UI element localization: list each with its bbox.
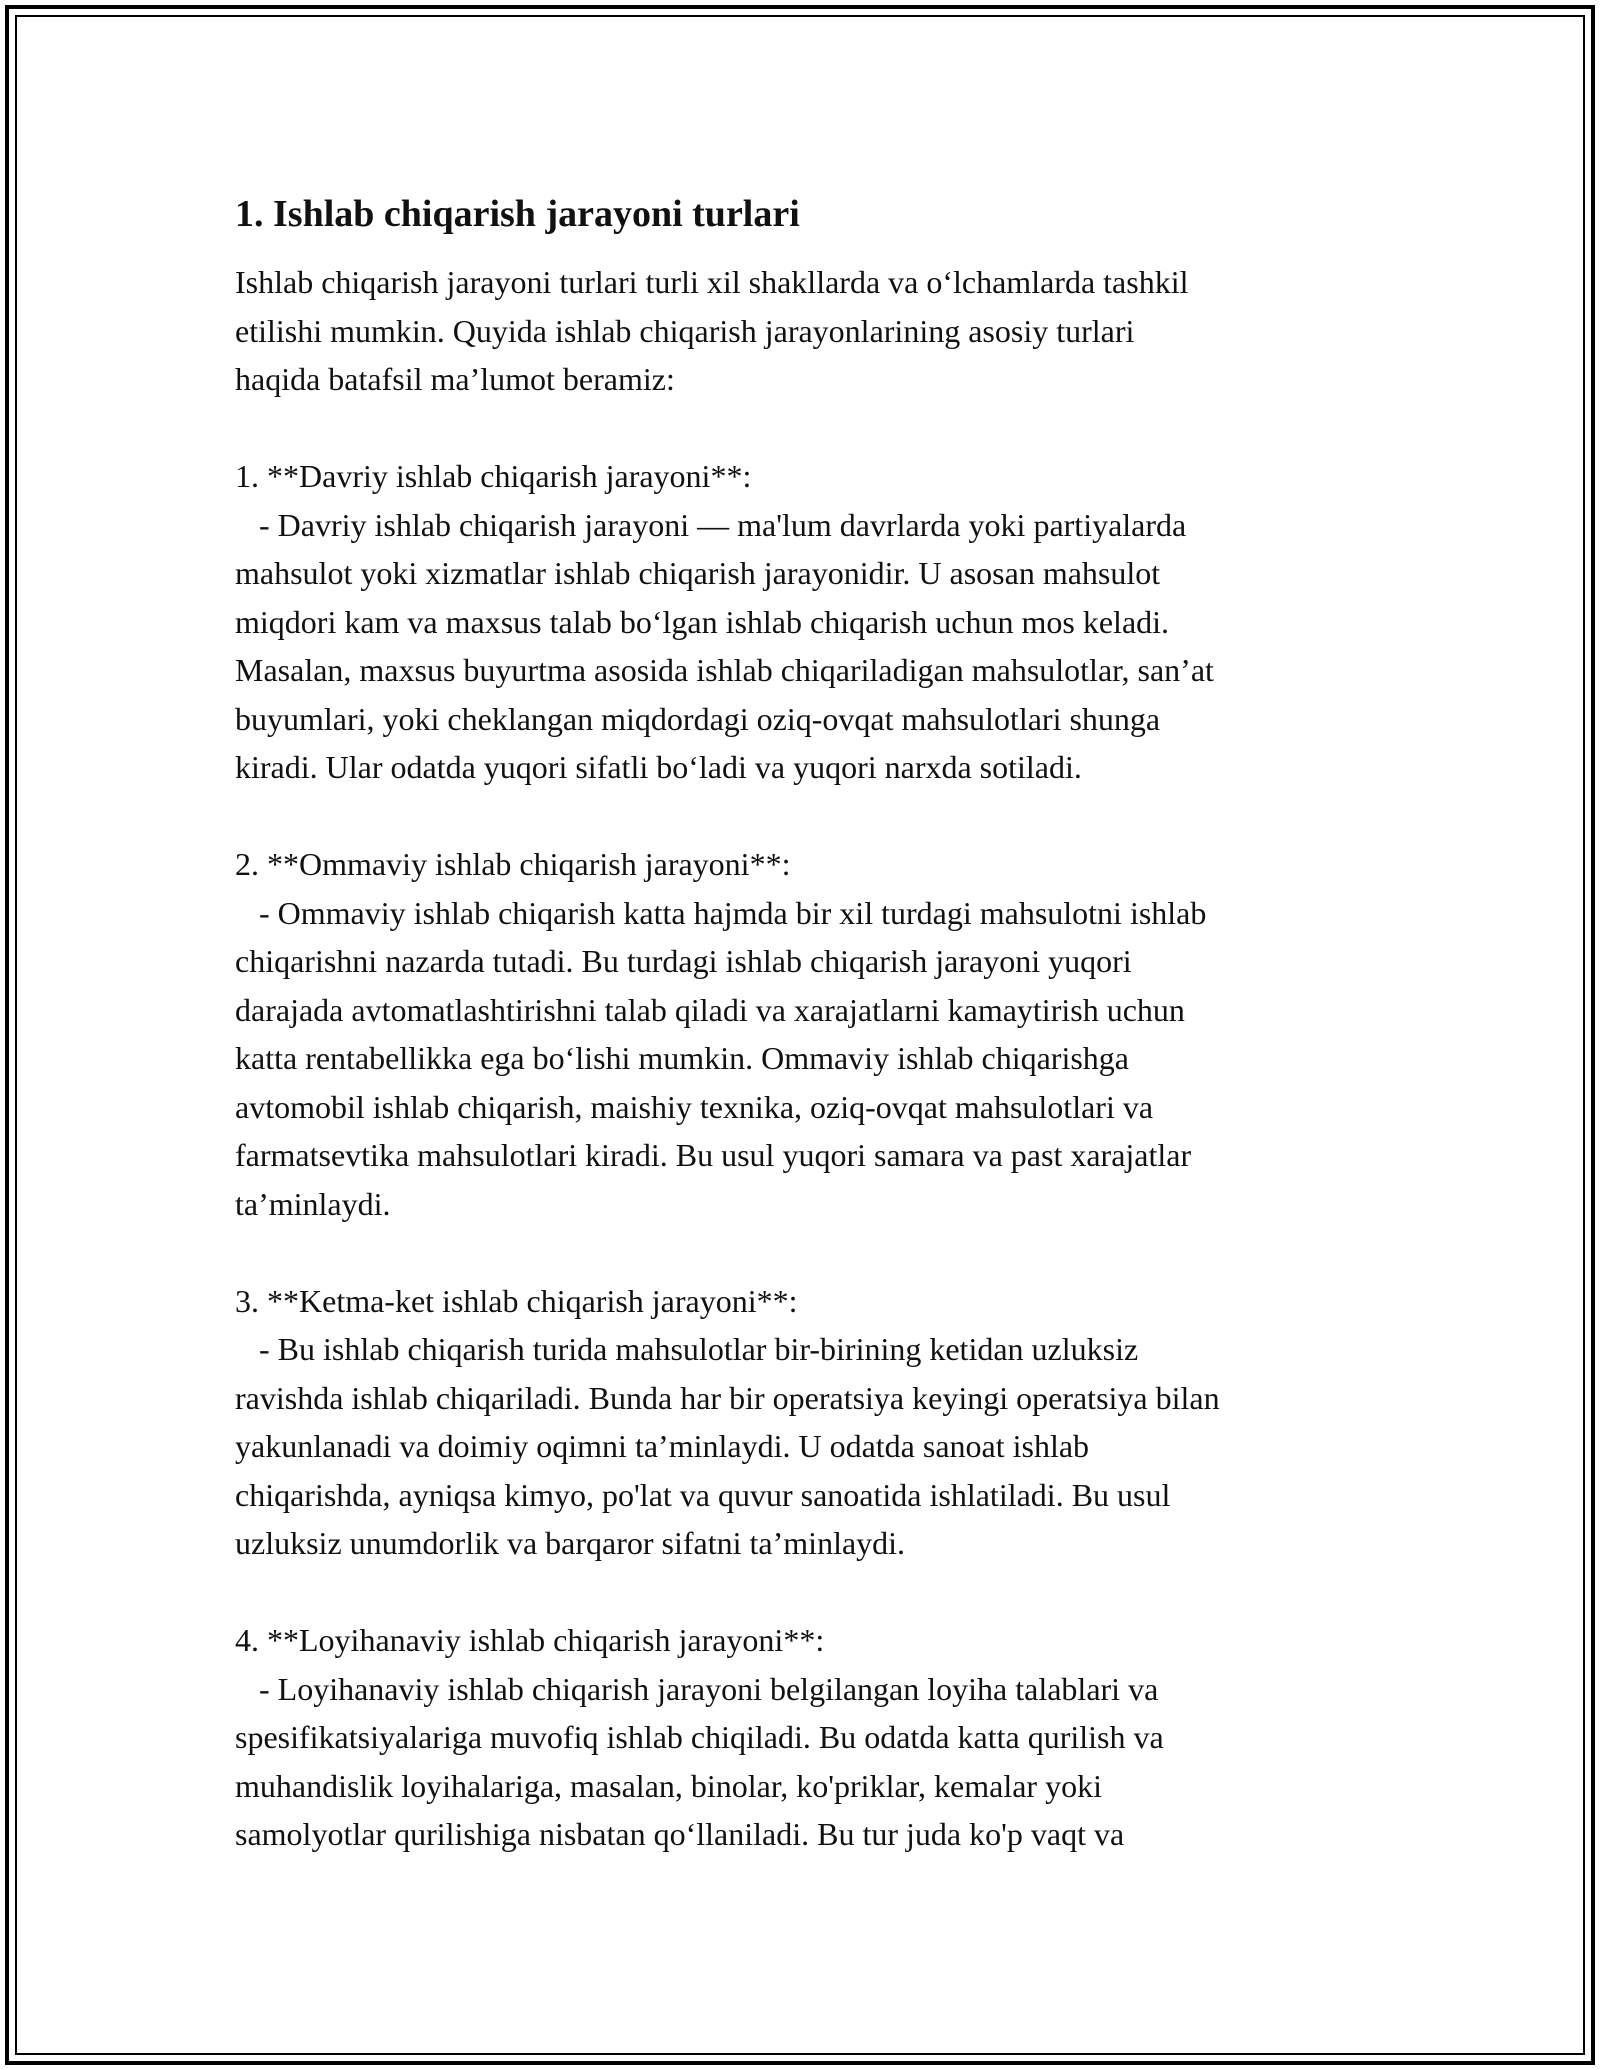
list-item-body: - Ommaviy ishlab chiqarish katta hajmda bir xil turdagi mahsulotni ishlab chiqarishni nazarda tutadi. Bu turdagi ishlab chiqarish jarayoni yuqori darajada avtomatlashtirishni talab qiladi va xarajatlarni kamaytirish uchun katta rentabellikka ega bo‘lishi mumkin. Ommaviy ishlab chiqarishga avtomobil ishlab chiqarish, maishiy texnika, oziq-ovqat mahsulotlari va farmatsevtika mahsulotlari kiradi. Bu usul yuqori samara va past xarajatlar ta’minlaydi. — [235, 894, 1207, 1222]
list-item-body: - Davriy ishlab chiqarish jarayoni — ma'lum davrlarda yoki partiyalarda mahsulot yoki xizmatlar ishlab chiqarish jarayonidir. U asosan mahsulot miqdori kam va maxsus talab bo‘lgan ishlab chiqarish uchun mos keladi. Masalan, maxsus buyurtma asosida ishlab chiqariladigan mahsulotlar, san’at buyumlari, yoki cheklangan miqdordagi oziq-ovqat mahsulotlari shunga kiradi. Ular odatda yuqori sifatli bo‘ladi va yuqori narxda sotiladi. — [235, 506, 1214, 785]
list-item — [235, 840, 1385, 1228]
list-item — [235, 452, 1385, 792]
document-title: 1. Ishlab chiqarish jarayoni turlari — [235, 193, 800, 235]
list-item-body: - Bu ishlab chiqarish turida mahsulotlar bir-birining ketidan uzluksiz ravishda ishlab chiqariladi. Bunda har bir operatsiya keyingi operatsiya bilan yakunlanadi va doimiy oqimni ta’minlaydi. U odatda sanoat ishlab chiqarishda, ayniqsa kimyo, po'lat va quvur sanoatida ishlatiladi. Bu usul uzluksiz unumdorlik va barqaror sifatni ta’minlaydi. — [235, 1331, 1220, 1561]
list-item-heading: 3. **Ketma-ket ishlab chiqarish jarayoni**: — [235, 1282, 798, 1319]
list-item — [235, 1277, 1385, 1568]
list-item-body: - Loyihanaviy ishlab chiqarish jarayoni belgilangan loyiha talablari va spesifikatsiyalariga muvofiq ishlab chiqiladi. Bu odatda katta qurilish va muhandislik loyihalariga, masalan, binolar, ko'priklar, kemalar yoki samolyotlar qurilishiga nisbatan qo‘llaniladi. Bu tur juda ko'p vaqt va — [235, 1670, 1164, 1852]
list-item-heading: 4. **Loyihanaviy ishlab chiqarish jarayoni**: — [235, 1622, 825, 1658]
document-body — [235, 188, 1385, 1859]
intro-paragraph: Ishlab chiqarish jarayoni turlari turli xil shakllarda va o‘lchamlarda tashkil etilishi mumkin. Quyida ishlab chiqarish jarayonlarining asosiy turlari haqida batafsil ma’lumot beramiz: — [235, 264, 1189, 397]
list-item-heading: 1. **Davriy ishlab chiqarish jarayoni**: — [235, 458, 752, 494]
list-item — [235, 1616, 1385, 1859]
list-item-heading: 2. **Ommaviy ishlab chiqarish jarayoni**: — [235, 846, 791, 882]
